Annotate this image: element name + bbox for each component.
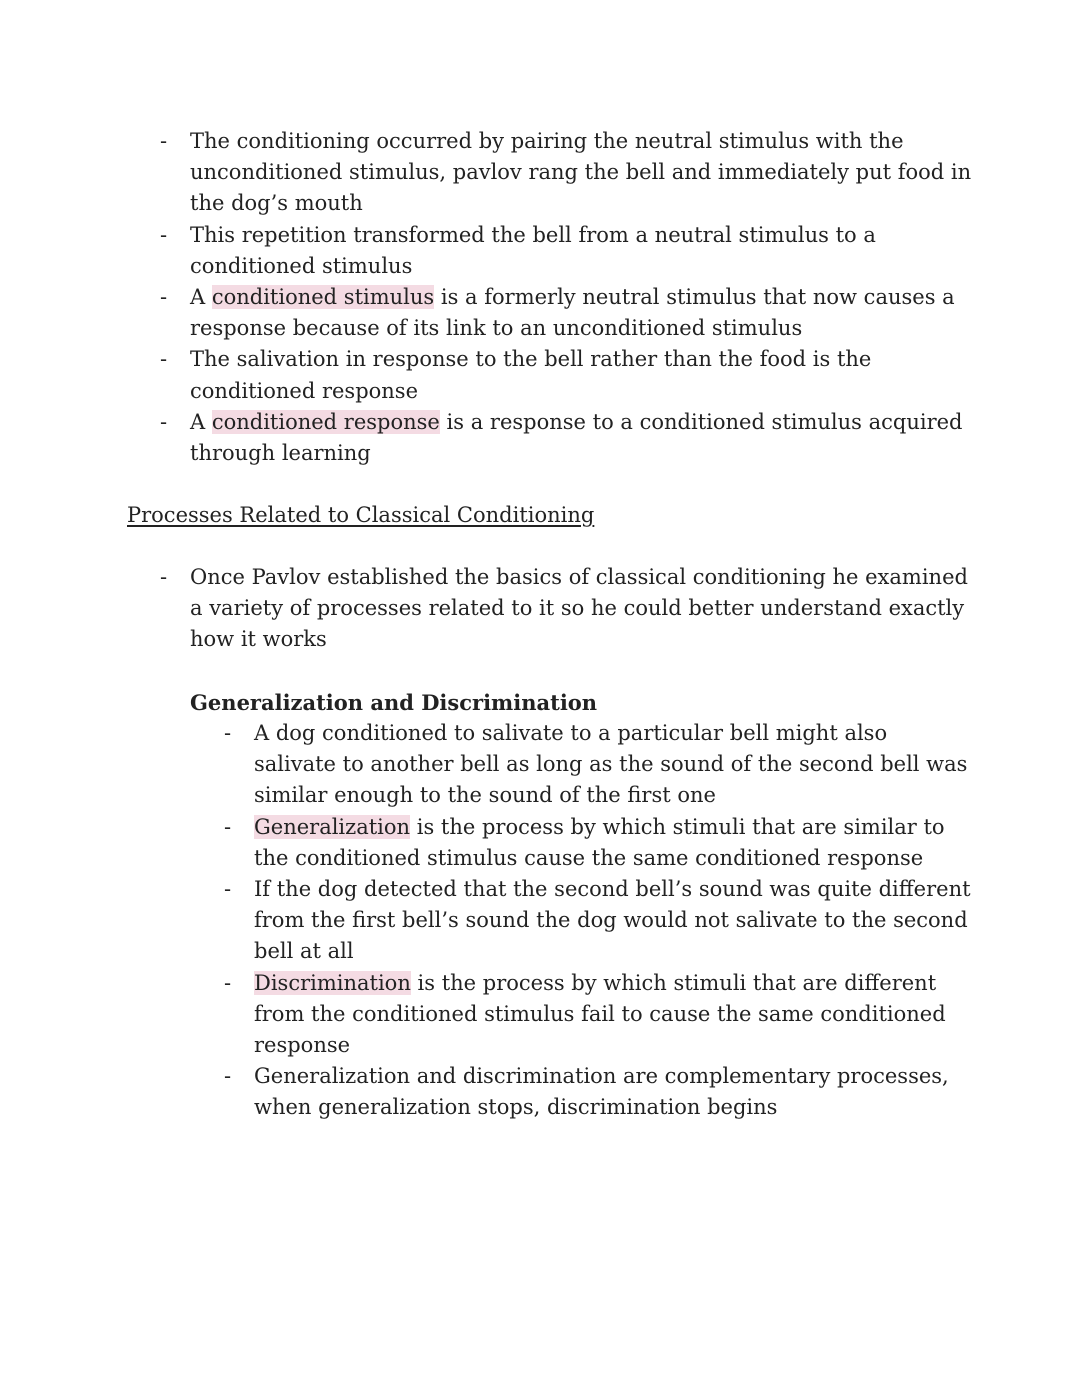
conditioning-bullet-list bbox=[190, 126, 980, 469]
list-item: - The conditioning occurred by pairing the neutral stimulus with the unconditioned stimulus, pavlov rang the bell and immediately put food in the dog’s mouth bbox=[190, 126, 980, 220]
list-item: - Generalization is the process by which stimuli that are similar to the conditioned stimulus cause the same conditioned response bbox=[254, 812, 974, 874]
intro-bullet-list bbox=[190, 562, 980, 656]
highlighted-term: conditioned response bbox=[211, 409, 440, 434]
list-item: - Discrimination is the process by which stimuli that are different from the conditioned stimulus fail to cause the same conditioned response bbox=[254, 968, 974, 1062]
section-heading: Processes Related to Classical Conditioning bbox=[127, 503, 595, 527]
list-item: - Generalization and discrimination are complementary processes, when generalization stops, discrimination begins bbox=[254, 1061, 974, 1123]
list-item: - A conditioned response is a response to a conditioned stimulus acquired through learning bbox=[190, 407, 980, 469]
list-item: - A dog conditioned to salivate to a particular bell might also salivate to another bell as long as the sound of the second bell was similar enough to the sound of the first one bbox=[254, 718, 974, 812]
list-item: - If the dog detected that the second bell’s sound was quite different from the first bell’s sound the dog would not salivate to the second bell at all bbox=[254, 874, 974, 968]
subsection-heading: Generalization and Discrimination bbox=[190, 690, 598, 715]
list-item: - Once Pavlov established the basics of classical conditioning he examined a variety of processes related to it so he could better understand exactly how it works bbox=[190, 562, 980, 656]
generalization-bullet-list bbox=[254, 718, 974, 1124]
list-item: - This repetition transformed the bell from a neutral stimulus to a conditioned stimulus bbox=[190, 220, 980, 282]
highlighted-term: conditioned stimulus bbox=[211, 285, 435, 310]
highlighted-term: Discrimination bbox=[254, 970, 411, 995]
highlighted-term: Generalization bbox=[254, 814, 411, 839]
list-item: - A conditioned stimulus is a formerly neutral stimulus that now causes a response because of its link to an unconditioned stimulus bbox=[190, 282, 980, 344]
list-item: - The salivation in response to the bell rather than the food is the conditioned response bbox=[190, 344, 980, 406]
